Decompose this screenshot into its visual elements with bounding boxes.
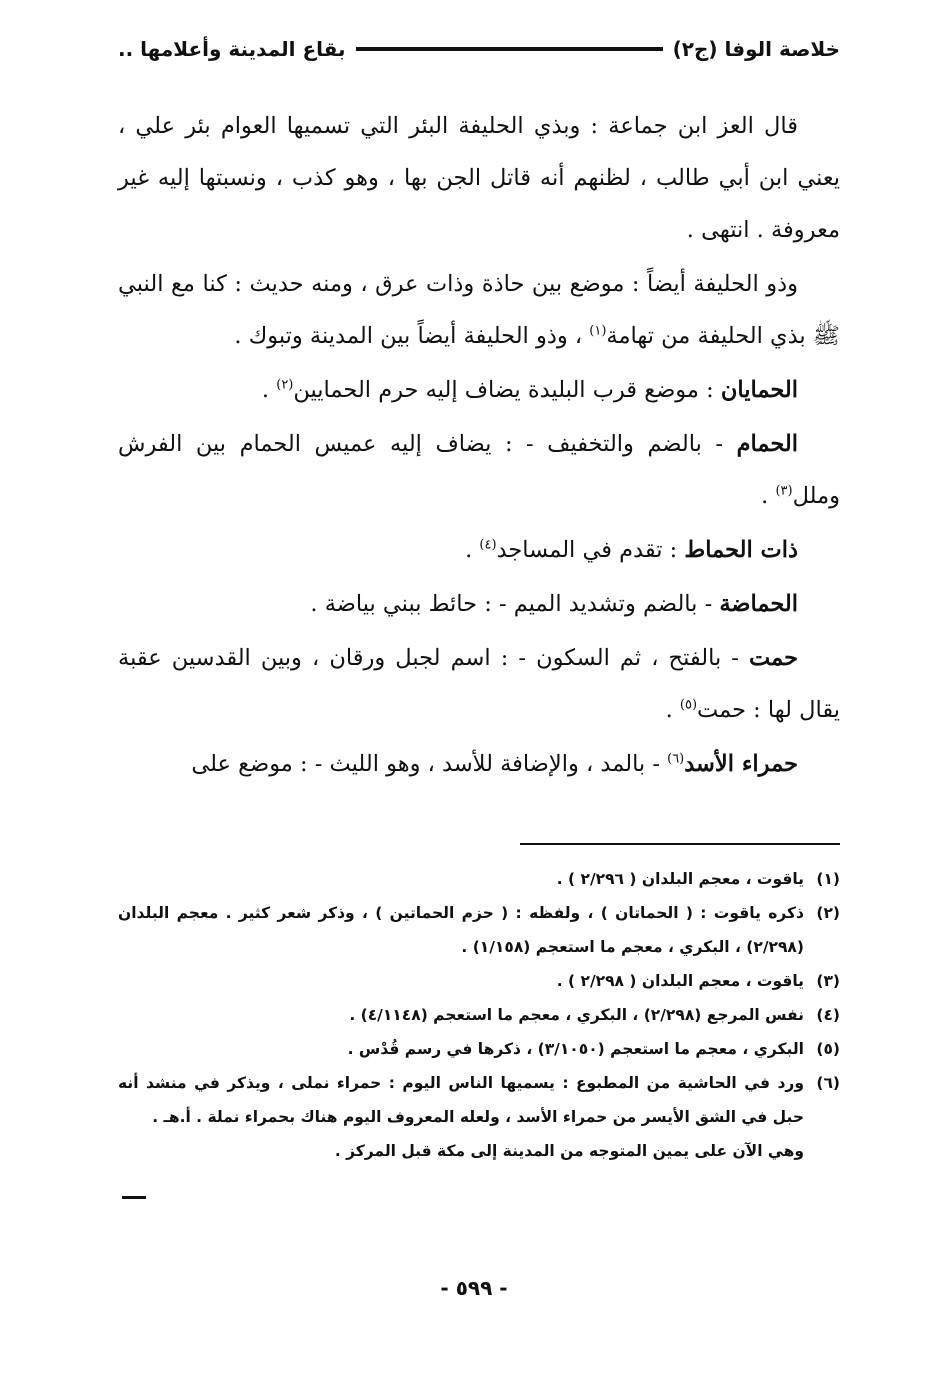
footnote-ref[interactable]: (١) — [589, 323, 607, 339]
entry-paragraph: ذات الحماط : تقدم في المساجد$^{(٤)}$ . — [465, 537, 798, 563]
entry-paragraph: حمراء الأسد$^{(٦)}$ - بالمد ، والإضافة للأسد ، وهو الليث - : موضع على — [191, 751, 798, 777]
paragraph: وذو الحليفة أيضاً : موضع بين حاذة وذات عرق ، ومنه حديث : كنا مع النبي ﷺ بذي الحليفة من تهامة$^{(١)}$ ، وذو الحليفة أيضاً بين المدينة وتبوك . — [118, 271, 840, 349]
footnote-text: ورد في الحاشية من المطبوع : يسميها الناس اليوم : حمراء نملى ، ويذكر في منشد أنه حبل في الشق الأيسر من حمراء الأسد ، ولعله المعروف اليوم هناك بحمراء نملة . أ.هـ . وهي الآن على يمين المتوجه من المدينة إلى مكة قبل المركز . — [118, 1074, 804, 1160]
stray-dash-mark — [122, 1196, 146, 1199]
entry-term: الحماضة — [719, 591, 798, 617]
footnote — [118, 964, 840, 998]
footnote-number: (١) — [816, 870, 840, 888]
entry-paragraph: الحمام - بالضم والتخفيف - : يضاف إليه عميس الحمام بين الفرش وملل$^{(٣)}$ . — [118, 431, 840, 509]
footnote-number: (٢) — [816, 904, 840, 922]
footnote — [118, 896, 840, 964]
main-text — [118, 100, 840, 792]
footnote-text: البكري ، معجم ما استعجم (٣/١٠٥٠) ، ذكرها في رسم قُدْس . — [347, 1040, 804, 1058]
entry-term: الحمايان — [720, 377, 798, 403]
section-title: بقاع المدينة وأعلامها .. — [118, 37, 346, 61]
footnote-number: (٣) — [816, 972, 840, 990]
footnote-text: ياقوت ، معجم البلدان ( ٢/٢٩٦ ) . — [556, 870, 804, 888]
footnote-text: ياقوت ، معجم البلدان ( ٢/٢٩٨ ) . — [556, 972, 804, 990]
entry-term: ذات الحماط — [684, 537, 798, 563]
footnote-text: نفس المرجع (٢/٢٩٨) ، البكري ، معجم ما استعجم (٤/١١٤٨) . — [349, 1006, 804, 1024]
page-number: - ٥٩٩ - — [440, 1276, 508, 1300]
footnote-number: (٤) — [816, 1006, 840, 1024]
book-title: خلاصة الوفا (ج٢) — [672, 37, 840, 61]
footnote-text-continued: وهي الآن على يمين المتوجه من المدينة إلى مكة قبل المركز . — [334, 1142, 804, 1160]
footnote — [118, 998, 840, 1032]
footnote-number: (٥) — [816, 1040, 840, 1058]
footnote-separator — [520, 843, 840, 845]
entry-paragraph: حمت - بالفتح ، ثم السكون - : اسم لجبل ورقان ، وبين القدسين عقبة يقال لها : حمت$^{(٥)}$ . — [118, 645, 840, 723]
footnote-number: (٦) — [816, 1074, 840, 1092]
paragraph: قال العز ابن جماعة : وبذي الحليفة البئر التي تسميها العوام بئر علي ، يعني ابن أبي طالب ، لظنهم أنه قاتل الجن بها ، وهو كذب ، ونسبتها إليه غير معروفة . انتهى . — [118, 113, 840, 243]
footnote-ref[interactable]: (٢) — [276, 377, 294, 393]
running-header — [118, 34, 840, 64]
entry-term: حمراء الأسد — [684, 751, 798, 777]
entry-paragraph: الحماضة - بالضم وتشديد الميم - : حائط ببني بياضة . — [310, 591, 798, 617]
footnote-ref[interactable]: (٣) — [775, 483, 793, 499]
footnote-ref[interactable]: (٤) — [479, 537, 497, 553]
footnote-ref[interactable]: (٥) — [679, 697, 698, 713]
footnote — [118, 1066, 840, 1168]
footnote-text: ذكره ياقوت : ( الحماتان ) ، ولفظه : ( حزم الحماتين ) ، وذكر شعر كثير . معجم البلدان (٢/٢٩٨) ، البكري ، معجم ما استعجم (١/١٥٨) . — [118, 904, 804, 956]
footnote — [118, 1032, 840, 1066]
footnote-ref[interactable]: (٦) — [667, 751, 685, 767]
entry-term: حمت — [748, 645, 798, 671]
header-rule — [356, 47, 663, 51]
entry-term: الحمام — [736, 431, 798, 457]
footnotes — [118, 862, 840, 1168]
footnote — [118, 862, 840, 896]
entry-paragraph: الحمايان : موضع قرب البليدة يضاف إليه حرم الحمايين$^{(٢)}$ . — [261, 377, 798, 403]
